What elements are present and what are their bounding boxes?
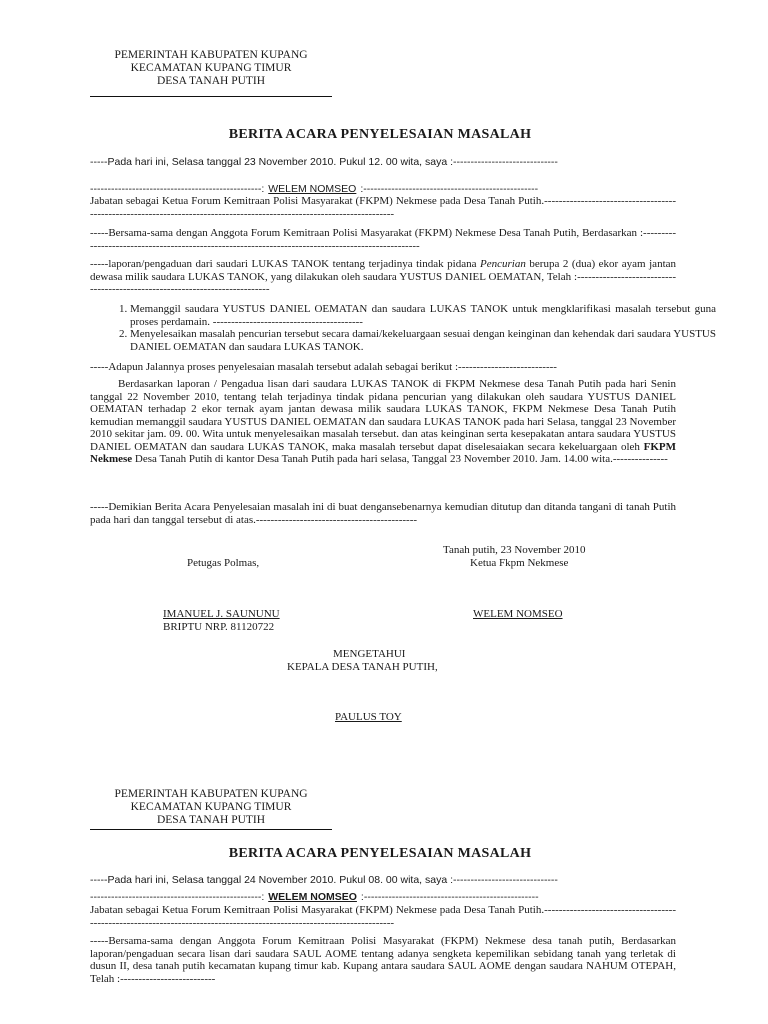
- letterhead: [90, 788, 332, 827]
- name-line-dashes-right: :--------------------------------------------------: [360, 183, 539, 195]
- name-line-dashes-right: :--------------------------------------------------: [360, 891, 539, 903]
- report-paragraph: [90, 258, 676, 296]
- left-signatory-rank: BRIPTU NRP. 81120722: [163, 621, 275, 633]
- left-signatory-name: IMANUEL J. SAUNUNU: [163, 608, 280, 620]
- letterhead-line-1: PEMERINTAH KABUPATEN KUPANG: [114, 49, 308, 61]
- letterhead-line-3: DESA TANAH PUTIH: [156, 814, 266, 826]
- name-line-dashes-left: -------------------------------------------------:: [90, 891, 265, 903]
- acknowledged-label: MENGETAHUI: [333, 648, 406, 660]
- name-line-dashes-left: -------------------------------------------------:: [90, 183, 265, 195]
- together-paragraph: -----Bersama-sama dengan Anggota Forum Kemitraan Polisi Masyarakat (FKPM) Nekmese Desa Tanah Putih, Berdasarkan :---------------------------------------------------------------------------------------------------: [90, 227, 676, 252]
- letterhead-line-2: KECAMATAN KUPANG TIMUR: [130, 62, 292, 74]
- intro-paragraph: -----Pada hari ini, Selasa tanggal 24 November 2010. Pukul 08. 00 wita, saya :------------------------------: [90, 874, 558, 886]
- right-signatory-role: Ketua Fkpm Nekmese: [470, 557, 569, 569]
- report-text-a: -----laporan/pengaduan dari saudari LUKAS TANOK tentang terjadinya tindak pidana: [90, 258, 481, 270]
- report-crime-type: Pencurian: [480, 258, 526, 270]
- position-paragraph: Jabatan sebagai Ketua Forum Kemitraan Polisi Masyarakat (FKPM) Nekmese pada Desa Tanah Putih.-----------------------------------------------------------------------------------------------------------------------: [90, 195, 676, 220]
- report-text-b: berupa 2 (dua) ekor ayam jantan dewasa milik saudara LUKAS TANOK, yang dilakukan oleh saudara YUSTUS DANIEL OEMATAN, Telah :----------------------------------------------------------------------------: [90, 258, 676, 295]
- letterhead-rule: [90, 829, 332, 830]
- body-text-b: Desa Tanah Putih di kantor Desa Tanah Putih pada hari selasa, Tanggal 23 November 2010. Jam. 14.00 wita.---------------: [132, 453, 668, 465]
- letterhead-rule: [90, 96, 332, 97]
- list-item: 1. Memanggil saudara YUSTUS DANIEL OEMATAN dan saudara LUKAS TANOK untuk mengklarifikasi masalah tersebut guna proses perdamain. -----------------------------------------: [130, 303, 716, 328]
- letterhead-line-2: KECAMATAN KUPANG TIMUR: [130, 801, 292, 813]
- intro-paragraph: -----Pada hari ini, Selasa tanggal 23 November 2010. Pukul 12. 00 wita, saya :------------------------------: [90, 156, 558, 168]
- letterhead-line-1: PEMERINTAH KABUPATEN KUPANG: [114, 788, 308, 800]
- position-paragraph: Jabatan sebagai Ketua Forum Kemitraan Polisi Masyarakat (FKPM) Nekmese pada Desa Tanah Putih.-----------------------------------------------------------------------------------------------------------------------: [90, 904, 676, 929]
- body-paragraph: [90, 378, 676, 494]
- together-paragraph: -----Bersama-sama dengan Anggota Forum Kemitraan Polisi Masyarakat (FKPM) Nekmese desa tanah putih, Berdasarkan laporan/pengaduan secara lisan dari saudara SAUL AOME tentang adanya sengketa kepemilikan sebidang tanah yang terletak di dusun II, desa tanah putih kecamatan kupang timur kab. Kupang antara saudara SAUL AOME dengan saudara NAHUM OTEPAH, Telah :--------------------------: [90, 935, 676, 985]
- place-date: Tanah putih, 23 November 2010: [443, 544, 586, 556]
- left-signatory-role: Petugas Polmas,: [187, 557, 260, 569]
- document-title: BERITA ACARA PENYELESAIAN MASALAH: [228, 846, 532, 861]
- list-item: 2. Menyelesaikan masalah pencurian tersebut secara damai/kekeluargaan sesuai dengan keinginan dan kehendak dari saudara YUSTUS DANIEL OEMATAN dan saudara LUKAS TANOK.: [130, 328, 716, 353]
- body-text-a: Berdasarkan laporan / Pengadua lisan dari saudara LUKAS TANOK di FKPM Nekmese desa Tanah Putih pada hari Senin tanggal 22 November 2010, tentang telah terjadinya tindak pidana pencurian yang dilakukan oleh saudara YUSTUS DANIEL OEMATAN terhadap 2 ekor ternak ayam jantan dewasa milik saudara LUKAS TANOK, FKPM Nekmese Desa Tanah Putih kemudian memanggil saudara YUSTUS DANIEL OEMATAN dan saudara LUKAS TANOK pada hari Selasa, tanggal 23 November 2010 sekitar jam. 09. 00. Wita untuk menyelesaikan masalah tersebut. dan atas keinginan serta kesepakatan antara saudara YUSTUS DANIEL OEMATAN dan saudara LUKAS TANOK, maka masalah tersebut dapat diselesaiakan secara kekeluargaan oleh: [90, 378, 676, 453]
- process-paragraph: -----Adapun Jalannya proses penyelesaian masalah tersebut adalah sebagai berikut :---------------------------: [90, 361, 557, 373]
- document-title: BERITA ACARA PENYELESAIAN MASALAH: [228, 127, 532, 142]
- officer-name: WELEM NOMSEO: [268, 183, 357, 195]
- right-signatory-name: WELEM NOMSEO: [473, 608, 563, 620]
- officer-name: WELEM NOMSEO: [268, 891, 357, 903]
- action-list: [90, 303, 716, 355]
- closing-paragraph: -----Demikian Berita Acara Penyelesaian masalah ini di buat dengansebenarnya kemudian ditutup dan ditanda tangani di tanah Putih pada hari dan tanggal tersebut di atas.--------------------------------------------: [90, 501, 676, 526]
- officer-name-line: [90, 891, 676, 904]
- letterhead-line-3: DESA TANAH PUTIH: [156, 75, 266, 87]
- village-head-title: KEPALA DESA TANAH PUTIH,: [287, 661, 438, 673]
- village-head-name: PAULUS TOY: [335, 711, 402, 723]
- body-org-name: FKPM Nekmese: [90, 440, 676, 465]
- letterhead: [90, 49, 332, 88]
